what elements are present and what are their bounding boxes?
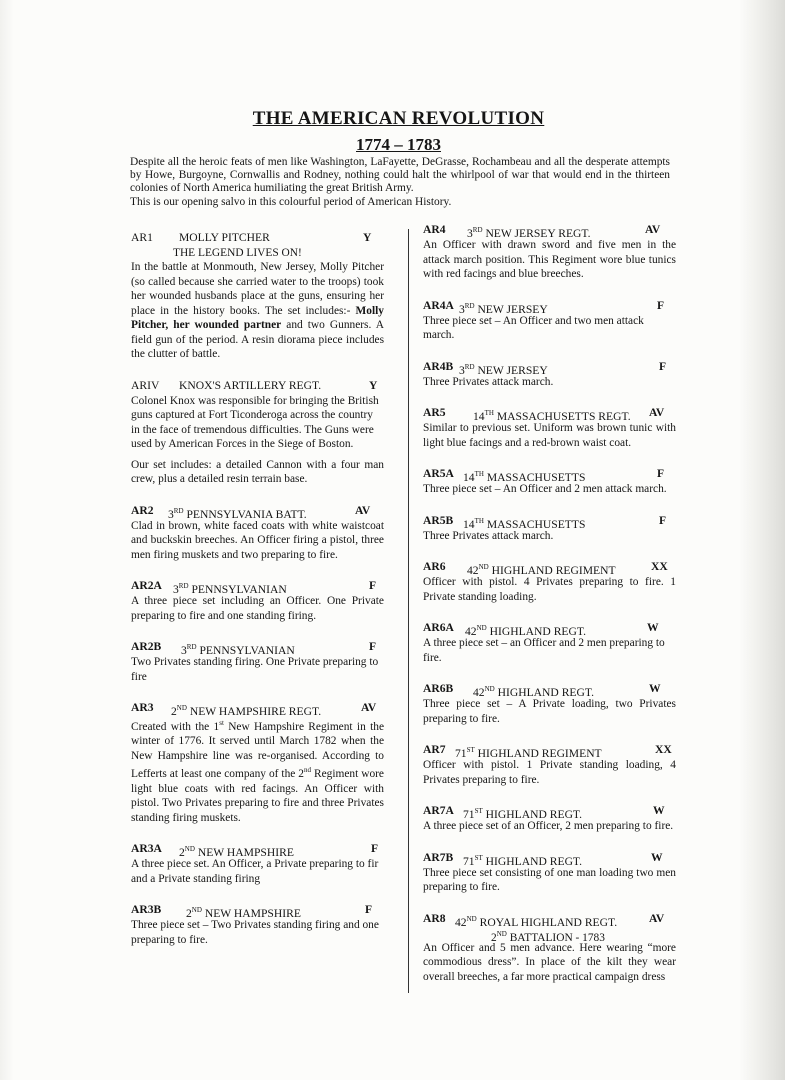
entry-header — [131, 903, 384, 918]
ordinal: 14 — [463, 470, 475, 484]
entry-code: AR7 — [423, 743, 446, 756]
entry-code: AR6 — [423, 560, 446, 573]
regiment-name: ROYAL HIGHLAND REGT. — [479, 915, 618, 929]
entry-description: Three piece set consisting of one man loading two men preparing to fire. — [423, 866, 676, 893]
ordinal: 42 — [467, 563, 479, 577]
entry-code: AR7B — [423, 850, 454, 864]
entry-header — [423, 299, 676, 314]
regiment-name: NEW JERSEY — [477, 363, 548, 377]
ordinal-suffix: ND — [476, 624, 487, 632]
regiment-name: MASSACHUSETTS — [486, 470, 586, 484]
entry-code: AR8 — [423, 911, 446, 925]
entry-code: AR5B — [423, 513, 454, 527]
intro-paragraph — [130, 156, 670, 209]
entry-marker: AV — [361, 701, 377, 714]
regiment-name: MASSACHUSETTS — [486, 517, 586, 531]
ordinal-suffix: ND — [184, 845, 195, 854]
entry-name — [463, 804, 582, 822]
entry-description: A three piece set – an Officer and 2 men preparing to fire. — [423, 637, 665, 664]
ordinal: 3 — [459, 363, 465, 377]
ordinal: 42 — [465, 624, 477, 638]
entry-name — [455, 912, 617, 930]
entry-code: AR7A — [423, 804, 454, 817]
ordinal: 71 — [463, 807, 475, 821]
intro-text: Despite all the heroic feats of men like Washington, LaFayette, DeGrasse, Rochambeau and all the desperate attempts by Howe, Burgoyne, Cornwallis and Rodney, nothing could halt the whirlpool of war that would end in the thirteen colonies of North America humiliating the great British Army. — [130, 156, 670, 195]
catalog-entry — [423, 912, 676, 985]
entry-description: Two Privates standing firing. One Private preparing to fire — [131, 656, 379, 683]
ordinal-suffix: RD — [186, 643, 197, 651]
entry-description: Three piece set – An Officer and 2 men attack march. — [423, 483, 667, 495]
entry-header — [423, 560, 676, 575]
entry-code: AR2 — [131, 503, 154, 517]
ordinal: 3 — [467, 226, 473, 240]
scan-edge-left — [0, 0, 14, 1080]
ordinal-suffix: ND — [478, 563, 489, 571]
entry-code: AR4 — [423, 223, 446, 236]
entry-marker: Y — [363, 231, 372, 244]
ordinal-suffix: ND — [484, 685, 495, 693]
description-bold: Molly Pitcher, her wounded partner — [131, 304, 384, 331]
entry-header — [423, 804, 676, 819]
entry-header — [131, 842, 384, 857]
ordinal: 14 — [463, 517, 475, 531]
catalog-entry — [423, 514, 676, 544]
entry-name — [186, 903, 301, 921]
entry-code: AR4A — [423, 298, 454, 312]
catalog-entry — [131, 842, 384, 886]
ordinal-suffix: RD — [464, 301, 475, 310]
ordinal: 2 — [491, 931, 497, 944]
entry-header — [423, 851, 676, 866]
regiment-name: HIGHLAND REGT. — [497, 685, 595, 699]
catalog-entry — [423, 804, 676, 834]
entry-name — [463, 851, 582, 869]
entry-code: AR5 — [423, 406, 446, 419]
regiment-name: HIGHLAND REGT. — [489, 624, 587, 638]
entry-code: ARIV — [131, 378, 160, 392]
catalog-entry — [423, 621, 676, 665]
entry-header — [131, 701, 384, 716]
entry-name — [179, 842, 294, 860]
entry-marker: W — [651, 850, 663, 864]
regiment-name: NEW JERSEY REGT. — [485, 226, 591, 240]
entry-description: Officer with pistol. 4 Privates preparing to fire. 1 Private standing loading. — [423, 576, 676, 603]
entry-code: AR3 — [131, 701, 154, 714]
entry-marker: AV — [649, 406, 665, 419]
entry-header — [423, 514, 676, 529]
entry-description-2: Our set includes: a detailed Cannon with a four man crew, plus a detailed resin terrain base. — [131, 458, 384, 485]
regiment-name: PENNSYLVANIAN — [191, 582, 287, 596]
ordinal-suffix: RD — [173, 506, 184, 515]
entry-header — [131, 379, 384, 394]
entry-description: Three Privates attack march. — [423, 375, 554, 388]
entry-description: A three piece set. An Officer, a Private preparing to fir and a Private standing firing — [131, 858, 379, 885]
entry-description: Three Privates attack march. — [423, 529, 554, 542]
ordinal: 3 — [173, 582, 179, 596]
subtitle-text: BATTALION - 1783 — [509, 931, 605, 944]
entry-marker: F — [659, 359, 667, 373]
entry-header — [131, 504, 384, 519]
entry-name — [459, 360, 548, 378]
entry-header — [423, 743, 676, 758]
ordinal: 71 — [463, 854, 475, 868]
entry-marker: Y — [369, 378, 378, 392]
ordinal: 14 — [473, 409, 485, 423]
catalog-entry — [423, 560, 676, 604]
entry-name — [467, 223, 591, 241]
catalog-entry — [423, 360, 676, 390]
ordinal: 42 — [455, 915, 467, 929]
description-text: In the battle at Monmouth, New Jersey, Molly Pitcher (so called because she carried water to the troops) took her wounded husbands place at the guns, ensuring her place in the history books. The set includes:- — [131, 261, 384, 317]
entry-header — [131, 579, 384, 594]
entry-code: AR1 — [131, 231, 153, 244]
ordinal: 42 — [473, 685, 485, 699]
entry-marker: F — [657, 467, 665, 480]
ordinal-suffix: ST — [474, 853, 483, 862]
entry-description: Officer with pistol. 1 Private standing loading, 4 Privates preparing to fire. — [423, 759, 676, 786]
scan-edge-shadow — [739, 0, 785, 1080]
description-text: New Hampshire Regiment in the winter of 1776. It served until March 1782 when the New Hampshire line was re-organised. According to Lefferts at least one company of the 2 — [131, 720, 384, 781]
entry-description — [131, 716, 384, 825]
entry-code: AR4B — [423, 359, 454, 373]
entry-marker: W — [647, 621, 659, 634]
ordinal: 2 — [186, 906, 192, 920]
catalog-entry — [131, 579, 384, 623]
catalog-entry — [131, 903, 384, 947]
entry-marker: W — [653, 804, 665, 817]
ordinal: 3 — [459, 302, 465, 316]
ordinal-suffix: nd — [304, 766, 311, 775]
entry-marker: F — [369, 579, 377, 592]
entry-description — [131, 260, 384, 362]
ordinal-suffix: ST — [466, 746, 475, 754]
description-text: Regiment wore light blue coats with red facings. An Officer with pistol. Two Privates preparing to fire and three Privates standing firing muskets. — [131, 768, 384, 824]
entry-name — [463, 467, 585, 485]
entry-marker: AV — [645, 223, 661, 236]
entry-name — [171, 701, 321, 719]
ordinal-suffix: st — [219, 719, 224, 727]
entry-header — [423, 406, 676, 421]
entry-subtitle: THE LEGEND LIVES ON! — [173, 247, 302, 259]
entry-header — [131, 640, 384, 655]
entry-code: AR2B — [131, 640, 162, 653]
entry-marker: F — [371, 842, 379, 856]
entry-description: A three piece set of an Officer, 2 men preparing to fire. — [423, 820, 674, 832]
ordinal-suffix: RD — [464, 362, 475, 371]
entry-description: Similar to previous set. Uniform was brown tunic with light blue facings and a red-brown waist coat. — [423, 422, 676, 449]
column-divider — [408, 229, 409, 993]
entry-marker: F — [657, 298, 665, 312]
entry-name: KNOX'S ARTILLERY REGT. — [179, 378, 322, 392]
ordinal-suffix: ND — [466, 914, 477, 923]
catalog-entry — [423, 406, 676, 450]
page-title: THE AMERICAN REVOLUTION — [252, 108, 545, 129]
entry-marker: W — [649, 682, 661, 695]
entry-description: Colonel Knox was responsible for bringing the British guns captured at Fort Ticonderoga across the country in the face of tremendous difficulties. The Guns were used by American Forces in the Siege of Boston. — [131, 394, 379, 450]
entry-name — [168, 504, 307, 522]
entry-description: An Officer and 5 men advance. Here wearing “more commodious dress”. In place of the kilt they wear overall breeches, a far more practical campaign dress — [423, 941, 676, 983]
catalog-entry — [423, 682, 676, 726]
ordinal-suffix: TH — [474, 516, 484, 525]
entry-code: AR2A — [131, 579, 162, 592]
entry-header — [131, 231, 384, 246]
entry-code: AR6B — [423, 682, 454, 695]
regiment-name: NEW HAMPSHIRE — [204, 906, 301, 920]
entry-code: AR3B — [131, 903, 162, 917]
ordinal-suffix: TH — [474, 470, 484, 478]
entry-header — [423, 912, 676, 927]
ordinal: 71 — [455, 746, 467, 760]
entry-marker: XX — [655, 743, 672, 756]
entry-description: A three piece set including an Officer. One Private preparing to fire and one standing firing. — [131, 595, 384, 622]
entry-name — [467, 560, 616, 578]
ordinal: 2 — [179, 845, 185, 859]
entry-header — [423, 682, 676, 697]
ordinal: 2 — [171, 704, 177, 718]
regiment-name: PENNSYLVANIA BATT. — [186, 507, 307, 521]
entry-name — [465, 621, 586, 639]
right-column — [423, 223, 676, 1001]
page-years: 1774 – 1783 — [356, 135, 441, 154]
entry-name — [473, 406, 631, 424]
regiment-name: HIGHLAND REGT. — [485, 807, 583, 821]
intro-closing: This is our opening salvo in this colourful period of American History. — [130, 195, 452, 208]
entry-marker: AV — [355, 503, 371, 517]
description-text: Created with the 1 — [131, 720, 220, 733]
entry-description: Three piece set – An Officer and two men attack march. — [423, 314, 644, 341]
entry-code: AR6A — [423, 621, 454, 634]
entry-header — [423, 621, 676, 636]
ordinal-suffix: RD — [178, 582, 189, 590]
regiment-name: NEW JERSEY — [477, 302, 548, 316]
catalog-entry — [423, 299, 676, 343]
entry-marker: F — [659, 513, 667, 527]
catalog-entry — [423, 851, 676, 895]
entry-name — [181, 640, 295, 658]
description-text: and two Gunners. A field gun of the period. A resin diorama piece includes the clutter of battle. — [131, 319, 384, 360]
entry-marker: F — [365, 903, 373, 917]
left-column — [131, 231, 384, 964]
regiment-name: HIGHLAND REGIMENT — [477, 746, 602, 760]
ordinal: 3 — [168, 507, 174, 521]
regiment-name: HIGHLAND REGT. — [485, 854, 583, 868]
catalog-entry — [423, 467, 676, 497]
entry-marker: XX — [651, 560, 668, 573]
catalog-entry — [131, 504, 384, 563]
catalog-entry — [423, 743, 676, 787]
regiment-name: HIGHLAND REGIMENT — [491, 563, 616, 577]
regiment-name: NEW HAMPSHIRE REGT. — [189, 704, 322, 718]
catalog-entry — [131, 701, 384, 825]
ordinal: 3 — [181, 643, 187, 657]
entry-description: Three piece set – A Private loading, two Privates preparing to fire. — [423, 698, 676, 725]
ordinal-suffix: ND — [191, 906, 202, 915]
catalog-entry — [131, 379, 384, 487]
entry-name — [455, 743, 602, 761]
entry-header — [423, 360, 676, 375]
entry-name — [459, 299, 548, 317]
ordinal-suffix: ND — [496, 929, 507, 938]
entry-description: An Officer with drawn sword and five men in the attack march position. This Regiment wore blue tunics with red facings and blue breeches. — [423, 239, 676, 280]
catalog-entry — [423, 223, 676, 282]
regiment-name: NEW HAMPSHIRE — [197, 845, 294, 859]
entry-code: AR5A — [423, 467, 454, 480]
entry-name: MOLLY PITCHER — [179, 231, 270, 244]
ordinal-suffix: RD — [472, 226, 483, 234]
catalog-entry — [131, 231, 384, 362]
regiment-name: PENNSYLVANIAN — [199, 643, 295, 657]
entry-description: Three piece set – Two Privates standing firing and one preparing to fire. — [131, 919, 379, 946]
regiment-name: MASSACHUSETTS REGT. — [496, 409, 631, 423]
entry-header — [423, 467, 676, 482]
ordinal-suffix: ND — [176, 704, 187, 712]
entry-marker: F — [369, 640, 377, 653]
catalog-entry — [131, 640, 384, 684]
entry-name — [473, 682, 594, 700]
entry-header — [423, 223, 676, 238]
entry-description: Clad in brown, white faced coats with white waistcoat and buckskin breeches. An Officer firing a pistol, three men firing muskets and two preparing to fire. — [131, 519, 384, 561]
entry-code: AR3A — [131, 842, 162, 856]
ordinal-suffix: ST — [474, 807, 483, 815]
entry-marker: AV — [649, 911, 665, 925]
entry-name — [463, 514, 585, 532]
entry-name — [173, 579, 287, 597]
ordinal-suffix: TH — [484, 409, 494, 417]
